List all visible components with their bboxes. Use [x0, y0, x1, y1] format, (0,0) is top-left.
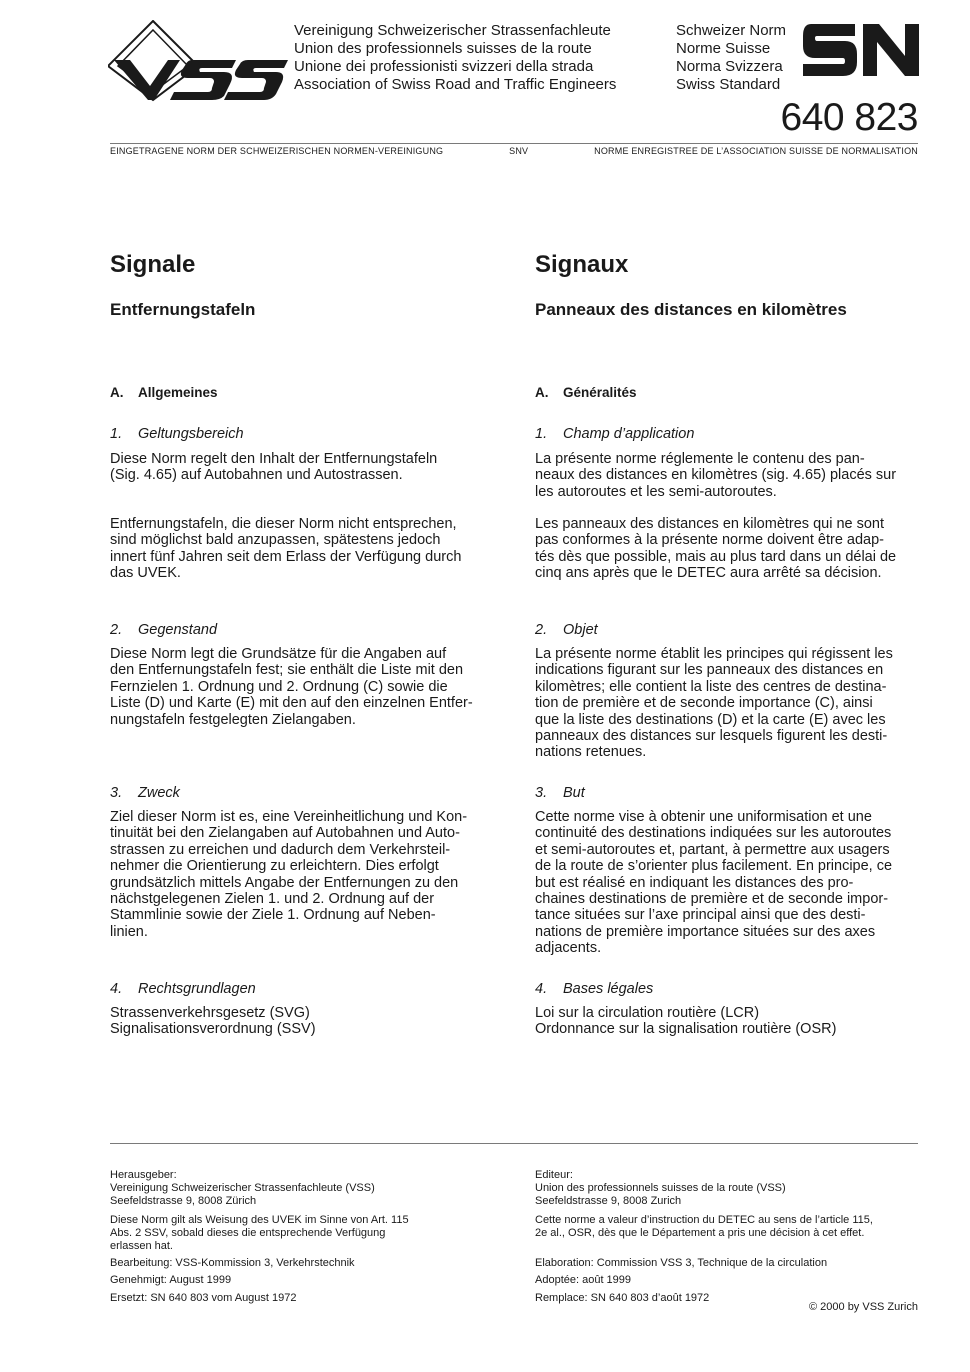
subsection-1-fr: 1. Champ d’application — [535, 426, 695, 442]
registration-line — [110, 146, 918, 157]
organisation-names — [294, 22, 616, 94]
subsection-2-de: 2. Gegenstand — [110, 622, 218, 638]
paragraph-1b-de: Entfernungstafeln, die dieser Norm nicht entsprechen, sind möglichst bald anzupassen, spätestens jedoch innert fünf Jahren seit dem Erlass der Verfügung durch das UVEK. — [110, 516, 462, 582]
registration-fr: NORME ENREGISTREE DE L’ASSOCIATION SUISSE DE NORMALISATION — [594, 146, 918, 156]
paragraph-1b-fr: Les panneaux des distances en kilomètres qui ne sont pas conformes à la présente norme doivent être adap- tés dès que possible, mais au plus tard dans un délai de cinq ans après que le DETEC aura arrêté sa décision. — [535, 516, 897, 582]
subsection-2-fr: 2. Objet — [535, 622, 598, 638]
paragraph-4-de: Strassenverkehrsgesetz (SVG) Signalisationsverordnung (SSV) — [110, 1005, 316, 1038]
org-line-fr: Union des professionnels suisses de la route — [294, 40, 592, 57]
subsection-1-de: 1. Geltungsbereich — [110, 426, 244, 442]
subsection-4-de: 4. Rechtsgrundlagen — [110, 981, 256, 997]
org-line-it: Unione dei professionisti svizzeri della strada — [294, 58, 594, 75]
paragraph-1a-fr: La présente norme réglemente le contenu des pan- neaux des distances en kilomètres (sig. 4.65) placés sur les autoroutes et les semi-autoroutes. — [535, 451, 897, 500]
footer-directive-fr: Cette norme a valeur d’instruction du DETEC au sens de l’article 115, 2e al., OSR, dès que le Département a pris une décision à cet effet. — [535, 1214, 873, 1239]
subtitle-fr: Panneaux des distances en kilomètres — [535, 300, 847, 319]
footer-processing-de: Bearbeitung: VSS-Kommission 3, Verkehrstechnik — [110, 1257, 355, 1269]
standard-names — [676, 22, 786, 94]
paragraph-1a-de: Diese Norm regelt den Inhalt der Entfernungstafeln (Sig. 4.65) auf Autobahnen und Autostrassen. — [110, 451, 438, 484]
section-a-fr: A. Généralités — [535, 385, 637, 400]
standard-line-it: Norma Svizzera — [676, 58, 783, 75]
footer-approved-de: Genehmigt: August 1999 — [110, 1274, 232, 1286]
copyright: © 2000 by VSS Zurich — [809, 1301, 918, 1313]
standard-line-en: Swiss Standard — [676, 76, 781, 93]
standard-line-de: Schweizer Norm — [676, 22, 787, 39]
vss-logo-icon — [108, 20, 288, 102]
paragraph-2-de: Diese Norm legt die Grundsätze für die Angaben auf den Entfernungstafeln fest; sie enthält die Liste mit den Fernzielen 1. Ordnung und 2. Ordnung (C) sowie die Liste (D) und Karte (E) mit den auf den einzelnen Entfer- nungstafeln festgelegten Zielangaben. — [110, 646, 473, 728]
footer-publisher-de: Herausgeber: Vereinigung Schweizerischer Strassenfachleute (VSS) Seefeldstrasse 9, 8008 Zürich — [110, 1169, 375, 1207]
standard-line-fr: Norme Suisse — [676, 40, 771, 57]
footer-divider — [110, 1143, 918, 1144]
org-line-en: Association of Swiss Road and Traffic Engineers — [294, 76, 617, 93]
subsection-4-fr: 4. Bases légales — [535, 981, 654, 997]
footer-approved-fr: Adoptée: août 1999 — [535, 1274, 632, 1286]
registration-de: EINGETRAGENE NORM DER SCHWEIZERISCHEN NORMEN-VEREINIGUNG — [110, 146, 444, 156]
norm-number: 640 823 — [780, 96, 918, 139]
header-divider — [110, 143, 918, 144]
footer-directive-de: Diese Norm gilt als Weisung des UVEK im Sinne von Art. 115 Abs. 2 SSV, sobald dieses die entsprechende Verfügung erlassen hat. — [110, 1214, 409, 1252]
title-de: Signale — [110, 251, 196, 278]
paragraph-3-fr: Cette norme vise à obtenir une uniformisation et une continuité des destinations indiquées sur les autoroutes et semi-autoroutes et, partant, à permettre aux usagers de la route de s’orienter plus facilement. En principe, ce but est réalisé en indiquant les distances des pro- chaines destinations de première et de seconde impor- tance situées sur l’axe principal ainsi que des desti- nations de première importance situées sur des axes adjacents. — [535, 809, 893, 957]
subtitle-de: Entfernungstafeln — [110, 300, 256, 319]
subsection-3-fr: 3. But — [535, 785, 585, 801]
footer-replaces-fr: Remplace: SN 640 803 d’août 1972 — [535, 1292, 710, 1304]
paragraph-3-de: Ziel dieser Norm ist es, eine Vereinheitlichung und Kon- tinuität bei den Zielangaben auf Autobahnen und Auto- strassen zu erreichen und dadurch dem Verkehrsteil- nehmer die Orientierung zu erleichtern. Dies erfolgt grundsätzlich mittels Angabe der Entfernungen zu den nächstgelegenen Zielen 1. und 2. Ordnung auf der Stammlinie sowie der Ziele 1. Ordnung auf Neben- linien. — [110, 809, 468, 940]
title-fr: Signaux — [535, 251, 629, 278]
registration-snv: SNV — [509, 146, 529, 156]
footer-processing-fr: Elaboration: Commission VSS 3, Technique de la circulation — [535, 1257, 828, 1269]
section-a-de: A. Allgemeines — [110, 385, 218, 400]
paragraph-2-fr: La présente norme établit les principes qui régissent les indications figurant sur les panneaux des distances en kilomètres; elle contient la liste des centres de destina- tion de première et de seconde importance (C), ainsi que la liste des destinations (D) et la carte (E) avec les panneaux des distances sur lesquels figurent les desti- nations retenues. — [535, 646, 893, 761]
org-line-de: Vereinigung Schweizerischer Strassenfachleute — [294, 22, 611, 39]
paragraph-4-fr: Loi sur la circulation routière (LCR) Ordonnance sur la signalisation routière (OSR) — [535, 1005, 837, 1038]
footer-publisher-fr: Editeur: Union des professionnels suisses de la route (VSS) Seefeldstrasse 9, 8008 Zurich — [535, 1169, 786, 1207]
footer-replaces-de: Ersetzt: SN 640 803 vom August 1972 — [110, 1292, 297, 1304]
subsection-3-de: 3. Zweck — [110, 785, 180, 801]
sn-logo-icon — [803, 24, 919, 76]
